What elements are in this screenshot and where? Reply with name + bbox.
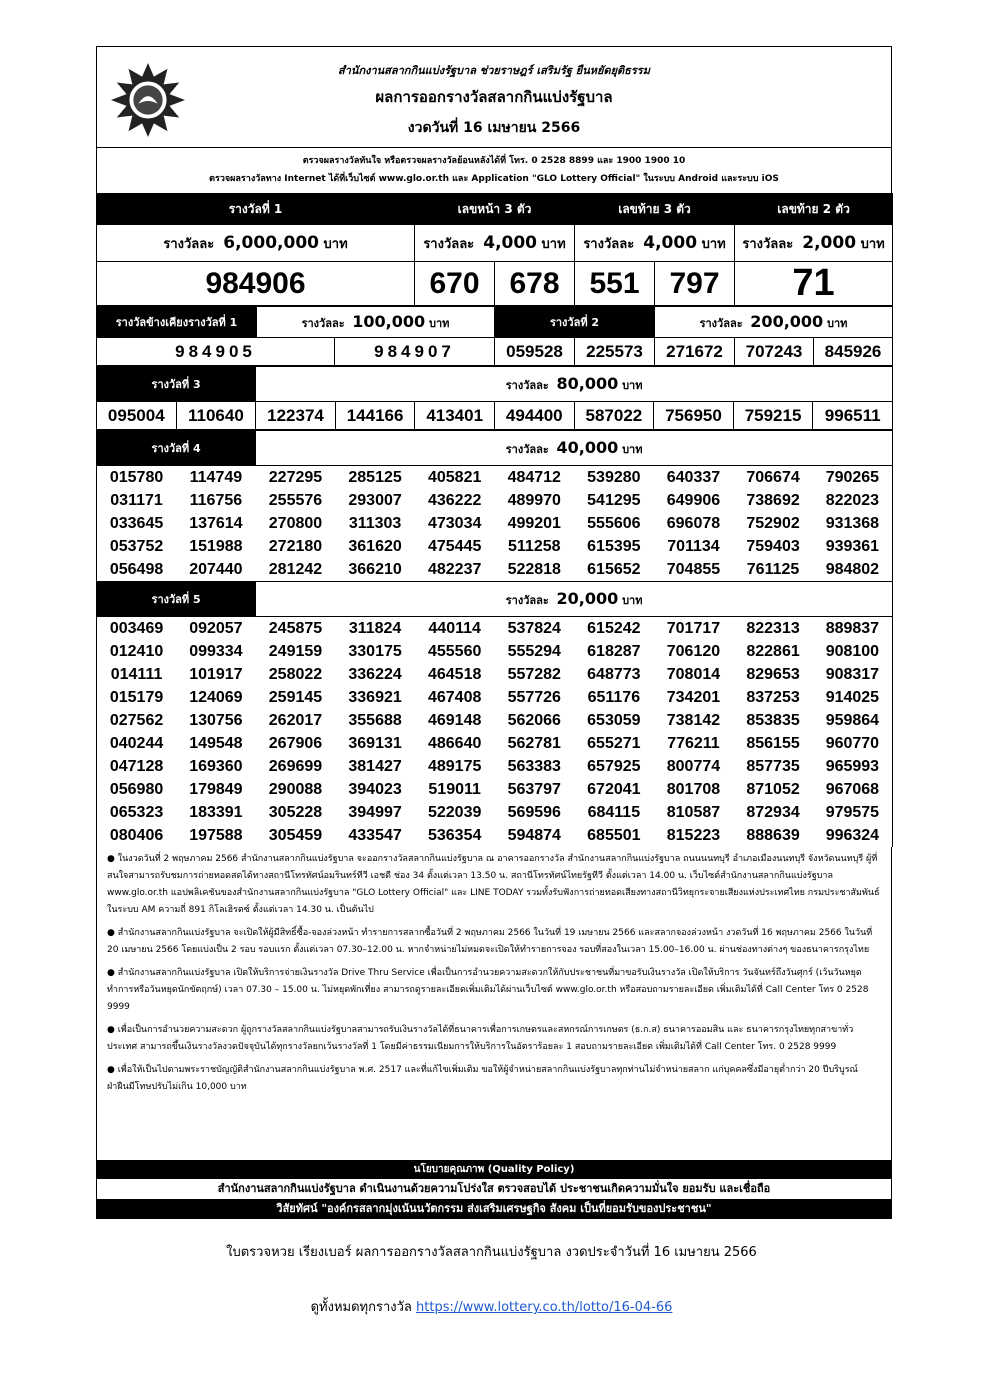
fourth-prize-number: 151988 xyxy=(189,537,243,555)
fifth-prize-number: 853835 xyxy=(746,711,800,729)
fifth-prize-number: 908317 xyxy=(825,665,880,683)
fifth-prize-number: 815223 xyxy=(666,826,721,844)
back3-label: เลขท้าย 3 ตัว xyxy=(575,194,735,225)
table-row xyxy=(97,489,893,512)
fifth-prize-number: 872934 xyxy=(746,803,800,821)
fourth-prize-number: 033645 xyxy=(109,514,164,532)
third-prize-table xyxy=(96,366,893,430)
table-row xyxy=(97,535,893,558)
fifth-prize-number: 914025 xyxy=(825,688,880,706)
fifth-prize-number: 336224 xyxy=(348,665,402,683)
fifth-prize-number: 262017 xyxy=(268,711,323,729)
fifth-prize-number: 801708 xyxy=(666,780,721,798)
first-prize-number: 984906 xyxy=(97,262,415,306)
fourth-prize-number: 752902 xyxy=(746,514,800,532)
back2-number: 71 xyxy=(735,262,893,306)
fourth-prize-grid xyxy=(96,466,893,581)
fifth-prize-number: 249159 xyxy=(268,642,323,660)
fourth-prize-number: 539280 xyxy=(587,468,641,486)
third-prize-number: 587022 xyxy=(574,402,654,430)
fifth-prize-number: 330175 xyxy=(348,642,402,660)
fifth-prize-number: 012410 xyxy=(109,642,164,660)
fifth-prize-number: 092057 xyxy=(189,619,243,637)
fourth-prize-number: 137614 xyxy=(189,514,243,532)
fourth-prize-label: รางวัลที่ 4 xyxy=(97,431,256,466)
fifth-prize-number: 056980 xyxy=(109,780,164,798)
note-paragraph: ● เพื่อให้เป็นไปตามพระราชบัญญัติสำนักงานสลากกินแบ่งรัฐบาล พ.ศ. 2517 และที่แก้ไขเพิ่มเติม ขอให้ผู้จำหน่ายสลากกินแบ่งรัฐบาลทุกท่านไม่จำหน่ายสลาก แก่บุคคลซึ่งมีอายุต่ำกว่า 20 ปีบริบูรณ์ ฝ่าฝืนมีโทษปรับไม่เกิน 10,000 บาท xyxy=(107,1065,858,1092)
fifth-prize-number: 562066 xyxy=(507,711,561,729)
fifth-prize-number: 489175 xyxy=(427,757,482,775)
fourth-prize-number: 790265 xyxy=(825,468,880,486)
third-prize-number: 996511 xyxy=(813,402,893,430)
fifth-prize-number: 960770 xyxy=(825,734,880,752)
fourth-prize-number: 436222 xyxy=(427,491,482,509)
fifth-prize-number: 065323 xyxy=(109,803,164,821)
front3-amount: รางวัลละ 4,000 บาท xyxy=(415,225,575,262)
fifth-prize-label: รางวัลที่ 5 xyxy=(97,582,256,617)
fifth-prize-number: 003469 xyxy=(109,619,164,637)
result-sheet xyxy=(96,46,892,1215)
near-first-amount: รางวัลละ 100,000 บาท xyxy=(257,307,495,338)
fourth-prize-number: 056498 xyxy=(109,560,164,578)
fourth-prize-number: 499201 xyxy=(507,514,561,532)
table-row xyxy=(97,709,893,732)
fourth-prize-number: 031171 xyxy=(110,491,163,509)
fifth-prize-number: 563797 xyxy=(507,780,561,798)
fourth-prize-number: 272180 xyxy=(268,537,323,555)
fourth-prize-number: 555606 xyxy=(587,514,641,532)
fifth-prize-number: 738142 xyxy=(666,711,721,729)
fifth-prize-number: 305228 xyxy=(268,803,323,821)
fourth-prize-number: 311303 xyxy=(348,514,402,532)
fifth-prize-number: 557726 xyxy=(507,688,561,706)
fourth-prize-number: 116756 xyxy=(189,491,243,509)
fourth-prize-number: 704855 xyxy=(666,560,721,578)
note-paragraph: ● เพื่อเป็นการอำนวยความสะดวก ผู้ถูกรางวัลสลากกินแบ่งรัฐบาลสามารถรับเงินรางวัลได้ที่ธนาคารเพื่อการเกษตรและสหกรณ์การเกษตร (ธ.ก.ส) ธนาคารออมสิน และ ธนาคารกรุงไทยทุกสาขาทั่วประเทศ สามารถขึ้นเงินรางวัลงวดปัจจุบันได้ทุกรางวัลยกเว้นรางวัลที่ 1 โดยมีค่าธรรมเนียมการให้บริการในอัตราร้อยละ 1 สอบถามรายละเอียด เพิ่มเติมได้ที่ Call Center โทร. 0 2528 9999 xyxy=(107,1025,854,1052)
fourth-prize-number: 701134 xyxy=(667,537,720,555)
header-internet: ตรวจผลรางวัลทาง Internet ได้ที่เว็บไซต์ www.glo.or.th และ Application "GLO Lottery Official" ในระบบ Android และระบบ iOS xyxy=(209,174,779,184)
footer-link-row xyxy=(0,1296,983,1317)
second-prize-number: 707243 xyxy=(735,338,814,366)
fourth-prize-number: 541295 xyxy=(587,491,641,509)
table-row xyxy=(97,778,893,801)
fifth-prize-number: 822313 xyxy=(746,619,800,637)
fourth-prize-header xyxy=(96,430,893,466)
fifth-prize-number: 099334 xyxy=(189,642,243,660)
fifth-prize-number: 455560 xyxy=(427,642,482,660)
table-row xyxy=(97,801,893,824)
table-row xyxy=(97,824,893,847)
fifth-prize-number: 996324 xyxy=(825,826,880,844)
fifth-prize-number: 169360 xyxy=(189,757,243,775)
fourth-prize-number: 522818 xyxy=(507,560,561,578)
fifth-prize-number: 829653 xyxy=(746,665,800,683)
back2-label: เลขท้าย 2 ตัว xyxy=(735,194,893,225)
fifth-prize-number: 618287 xyxy=(587,642,641,660)
notes-section xyxy=(96,847,892,1161)
third-prize-number: 759215 xyxy=(733,402,813,430)
fourth-prize-number: 285125 xyxy=(348,468,402,486)
fifth-prize-grid xyxy=(96,617,893,847)
fourth-prize-number: 822023 xyxy=(825,491,880,509)
header-title: ผลการออกรางวัลสลากกินแบ่งรัฐบาล xyxy=(375,88,613,106)
fifth-prize-number: 655271 xyxy=(587,734,641,752)
header-date: งวดวันที่ 16 เมษายน 2566 xyxy=(407,120,581,136)
fourth-prize-number: 738692 xyxy=(746,491,800,509)
quality-policy-title: นโยบายคุณภาพ (Quality Policy) xyxy=(96,1161,892,1179)
back2-amount: รางวัลละ 2,000 บาท xyxy=(735,225,893,262)
fifth-prize-number: 734201 xyxy=(666,688,721,706)
second-prize-amount: รางวัลละ 200,000 บาท xyxy=(655,307,893,338)
fifth-prize-number: 822861 xyxy=(746,642,800,660)
vision-text: วิสัยทัศน์ "องค์กรสลากมุ่งเน้นนวัตกรรม ส่งเสริมเศรษฐกิจ สังคม เป็นที่ยอมรับของประชาชน" xyxy=(96,1199,892,1219)
third-prize-number: 413401 xyxy=(415,402,495,430)
front3-number: 678 xyxy=(495,262,575,306)
fourth-prize-number: 761125 xyxy=(746,560,800,578)
fifth-prize-number: 522039 xyxy=(427,803,482,821)
table-row xyxy=(97,755,893,778)
fifth-prize-number: 706120 xyxy=(666,642,721,660)
near-second-table xyxy=(96,306,893,366)
fifth-prize-number: 179849 xyxy=(189,780,243,798)
fifth-prize-number: 871052 xyxy=(746,780,800,798)
fourth-prize-number: 615395 xyxy=(587,537,641,555)
fifth-prize-number: 888639 xyxy=(746,826,800,844)
fourth-prize-number: 640337 xyxy=(666,468,721,486)
fourth-prize-number: 696078 xyxy=(666,514,721,532)
fifth-prize-number: 336921 xyxy=(348,688,402,706)
fifth-prize-number: 967068 xyxy=(825,780,880,798)
second-prize-number: 225573 xyxy=(575,338,655,366)
fifth-prize-number: 648773 xyxy=(587,665,641,683)
fourth-prize-number: 293007 xyxy=(348,491,402,509)
fifth-prize-number: 394997 xyxy=(348,803,402,821)
fourth-prize-number: 255576 xyxy=(268,491,323,509)
fourth-prize-number: 649906 xyxy=(666,491,721,509)
fourth-prize-number: 489970 xyxy=(507,491,561,509)
third-prize-label: รางวัลที่ 3 xyxy=(97,367,256,402)
fifth-prize-number: 563383 xyxy=(507,757,561,775)
fifth-prize-number: 615242 xyxy=(587,619,641,637)
fifth-prize-number: 889837 xyxy=(825,619,880,637)
fifth-prize-number: 124069 xyxy=(189,688,243,706)
fifth-prize-number: 047128 xyxy=(109,757,164,775)
fifth-prize-number: 536354 xyxy=(427,826,482,844)
fourth-prize-number: 511258 xyxy=(508,537,561,555)
fifth-prize-number: 259145 xyxy=(268,688,323,706)
fifth-prize-number: 653059 xyxy=(587,711,641,729)
fourth-prize-number: 015780 xyxy=(109,468,164,486)
fifth-prize-number: 837253 xyxy=(746,688,800,706)
fifth-prize-number: 594874 xyxy=(507,826,561,844)
fifth-prize-number: 101917 xyxy=(189,665,243,683)
second-prize-number: 845926 xyxy=(814,338,893,366)
top-prizes-table xyxy=(96,193,893,306)
fourth-prize-number: 931368 xyxy=(825,514,880,532)
header-motto: สำนักงานสลากกินแบ่งรัฐบาล ช่วยราษฎร์ เสริมรัฐ ยืนหยัดยุติธรรม xyxy=(338,64,650,77)
fifth-prize-number: 776211 xyxy=(667,734,720,752)
fifth-prize-number: 701717 xyxy=(666,619,721,637)
near-first-number: 984907 xyxy=(335,338,495,366)
fourth-prize-number: 473034 xyxy=(427,514,482,532)
fifth-prize-number: 537824 xyxy=(507,619,561,637)
fifth-prize-number: 555294 xyxy=(507,642,561,660)
first-prize-label: รางวัลที่ 1 xyxy=(97,194,415,225)
second-prize-number: 059528 xyxy=(495,338,575,366)
fifth-prize-number: 440114 xyxy=(428,619,481,637)
footer-caption: ใบตรวจหวย เรียงเบอร์ ผลการออกรางวัลสลากกินแบ่งรัฐบาล งวดประจำวันที่ 16 เมษายน 2566 xyxy=(226,1245,757,1260)
fourth-prize-number: 281242 xyxy=(268,560,323,578)
second-prize-label: รางวัลที่ 2 xyxy=(495,307,655,338)
second-prize-number: 271672 xyxy=(655,338,735,366)
table-row xyxy=(97,558,893,581)
third-prize-number: 122374 xyxy=(256,402,336,430)
third-prize-number: 095004 xyxy=(97,402,177,430)
fifth-prize-number: 959864 xyxy=(825,711,880,729)
fifth-prize-number: 267906 xyxy=(268,734,323,752)
fifth-prize-number: 040244 xyxy=(109,734,164,752)
table-row xyxy=(97,466,893,489)
fifth-prize-number: 684115 xyxy=(587,803,641,821)
footer-link-prefix: ดูทั้งหมดทุกรางวัล xyxy=(310,1300,412,1315)
fifth-prize-number: 469148 xyxy=(427,711,482,729)
fifth-prize-number: 355688 xyxy=(348,711,402,729)
fourth-prize-number: 482237 xyxy=(427,560,482,578)
third-prize-number: 494400 xyxy=(494,402,574,430)
fifth-prize-number: 130756 xyxy=(189,711,243,729)
fifth-prize-number: 014111 xyxy=(110,665,163,683)
fifth-prize-number: 856155 xyxy=(746,734,800,752)
fourth-prize-number: 361620 xyxy=(348,537,402,555)
fourth-prize-number: 484712 xyxy=(507,468,561,486)
fifth-prize-number: 519011 xyxy=(428,780,481,798)
near-first-number: 984905 xyxy=(97,338,335,366)
fourth-prize-number: 759403 xyxy=(746,537,800,555)
third-prize-number: 756950 xyxy=(654,402,734,430)
third-prize-number: 110640 xyxy=(176,402,256,430)
fifth-prize-number: 269699 xyxy=(268,757,323,775)
near-first-label: รางวัลข้างเคียงรางวัลที่ 1 xyxy=(97,307,257,338)
fifth-prize-number: 467408 xyxy=(427,688,482,706)
fourth-prize-number: 984802 xyxy=(825,560,880,578)
front3-label: เลขหน้า 3 ตัว xyxy=(415,194,575,225)
fifth-prize-number: 381427 xyxy=(348,757,402,775)
fifth-prize-number: 708014 xyxy=(666,665,721,683)
fourth-prize-number: 939361 xyxy=(825,537,880,555)
fifth-prize-number: 245875 xyxy=(268,619,323,637)
fifth-prize-number: 672041 xyxy=(587,780,641,798)
fifth-prize-number: 800774 xyxy=(666,757,721,775)
fifth-prize-number: 197588 xyxy=(189,826,243,844)
fourth-prize-number: 114749 xyxy=(189,468,243,486)
fourth-prize-number: 615652 xyxy=(587,560,641,578)
third-prize-number: 144166 xyxy=(335,402,415,430)
fourth-prize-number: 270800 xyxy=(268,514,323,532)
table-row xyxy=(97,617,893,640)
fifth-prize-number: 857735 xyxy=(746,757,800,775)
fifth-prize-number: 369131 xyxy=(348,734,402,752)
table-row xyxy=(97,686,893,709)
fifth-prize-number: 562781 xyxy=(507,734,561,752)
fifth-prize-number: 311824 xyxy=(348,619,402,637)
fifth-prize-number: 810587 xyxy=(666,803,721,821)
fifth-prize-number: 305459 xyxy=(268,826,323,844)
fifth-prize-number: 979575 xyxy=(825,803,880,821)
sheet-header xyxy=(96,46,892,193)
fifth-prize-number: 258022 xyxy=(268,665,323,683)
fifth-prize-number: 183391 xyxy=(189,803,243,821)
back3-amount: รางวัลละ 4,000 บาท xyxy=(575,225,735,262)
fifth-prize-number: 027562 xyxy=(109,711,164,729)
fifth-prize-number: 433547 xyxy=(348,826,402,844)
back3-number: 797 xyxy=(655,262,735,306)
footer-link[interactable]: https://www.lottery.co.th/lotto/16-04-66 xyxy=(416,1300,673,1315)
header-phone: ตรวจผลรางวัลทันใจ หรือตรวจผลรางวัลย้อนหลังได้ที่ โทร. 0 2528 8899 และ 1900 1900 10 xyxy=(302,156,686,166)
fifth-prize-number: 569596 xyxy=(507,803,561,821)
quality-policy-text: สำนักงานสลากกินแบ่งรัฐบาล ดำเนินงานด้วยความโปร่งใส ตรวจสอบได้ ประชาชนเกิดความมั่นใจ ยอมรับ และเชื่อถือ xyxy=(96,1179,892,1199)
fourth-prize-number: 405821 xyxy=(427,468,482,486)
fifth-prize-number: 557282 xyxy=(507,665,561,683)
table-row xyxy=(97,512,893,535)
table-row xyxy=(97,663,893,686)
front3-number: 670 xyxy=(415,262,495,306)
fifth-prize-number: 394023 xyxy=(348,780,402,798)
note-paragraph: ● สำนักงานสลากกินแบ่งรัฐบาล จะเปิดให้ผู้มีสิทธิ์ซื้อ-จองล่วงหน้า ทำรายการสลากซื้อวันที่ 2 พฤษภาคม 2566 ในวันที่ 19 เมษายน 2566 และสลากจองล่วงหน้า งวดวันที่ 16 พฤษภาคม 2566 ในวันที่ 20 เมษายน 2566 โดยแบ่งเป็น 2 รอบ รอบแรก ตั้งแต่เวลา 07.30–12.00 น. หากจำหน่ายไม่หมดจะเปิดให้ทำรายการจอง รอบที่สองในเวลา 15.00–16.00 น. ผ่านช่องทางต่างๆ ของธนาคารกรุงไทย xyxy=(107,928,873,955)
first-prize-amount: รางวัลละ 6,000,000 บาท xyxy=(97,225,415,262)
note-paragraph: ● ในงวดวันที่ 2 พฤษภาคม 2566 สำนักงานสลากกินแบ่งรัฐบาล จะออกรางวัลสลากกินแบ่งรัฐบาล ณ อาคารออกรางวัล สำนักงานสลากกินแบ่งรัฐบาล ถนนนนทบุรี อำเภอเมืองนนทบุรี จังหวัดนนทบุรี ผู้ที่สนใจสามารถรับชมการถ่ายทอดสดได้ทางสถานีโทรทัศน์อมรินทร์ทีวี เอชดี ช่อง 34 ตั้งแต่เวลา 13.50 น. สถานีโทรทัศน์ไทยรัฐทีวี ตั้งแต่เวลา 14.00 น. เว็บไซต์สำนักงานสลากกินแบ่งรัฐบาล www.glo.or.th แอปพลิเคชันของสำนักงานสลากกินแบ่งรัฐบาล "GLO Lottery Official" และ LINE TODAY รวมทั้งรับฟังการถ่ายทอดเสียงทางสถานีวิทยุกระจายเสียงแห่งประเทศไทย กรมประชาสัมพันธ์ ในระบบ AM ความถี่ 891 กิโลเฮิรตซ์ ตั้งแต่เวลา 14.30 น. เป็นต้นไป xyxy=(107,854,880,915)
fourth-prize-number: 053752 xyxy=(109,537,164,555)
fourth-prize-number: 227295 xyxy=(268,468,323,486)
fifth-prize-number: 290088 xyxy=(268,780,323,798)
fifth-prize-number: 080406 xyxy=(109,826,164,844)
third-prize-amount: รางวัลละ 80,000 บาท xyxy=(256,367,893,402)
fifth-prize-amount: รางวัลละ 20,000 บาท xyxy=(256,582,893,617)
back3-number: 551 xyxy=(575,262,655,306)
fourth-prize-number: 207440 xyxy=(189,560,243,578)
fourth-prize-number: 366210 xyxy=(348,560,402,578)
table-row xyxy=(97,732,893,755)
fourth-prize-amount: รางวัลละ 40,000 บาท xyxy=(256,431,893,466)
fifth-prize-number: 149548 xyxy=(189,734,243,752)
fifth-prize-header xyxy=(96,581,893,617)
fourth-prize-number: 706674 xyxy=(746,468,800,486)
fifth-prize-number: 908100 xyxy=(825,642,880,660)
fifth-prize-number: 685501 xyxy=(587,826,641,844)
fifth-prize-number: 657925 xyxy=(587,757,641,775)
fifth-prize-number: 464518 xyxy=(427,665,482,683)
fifth-prize-number: 651176 xyxy=(587,688,641,706)
table-row xyxy=(97,640,893,663)
fourth-prize-number: 475445 xyxy=(427,537,482,555)
note-paragraph: ● สำนักงานสลากกินแบ่งรัฐบาล เปิดให้บริการจ่ายเงินรางวัล Drive Thru Service เพื่อเป็นการอำนวยความสะดวกให้กับประชาชนที่มาขอรับเงินรางวัล เปิดให้บริการ วันจันทร์ถึงวันศุกร์ (เว้นวันหยุดทำการหรือวันหยุดนักขัตฤกษ์) เวลา 07.30 – 15.00 น. ไม่หยุดพักเที่ยง สามารถดูรายละเอียดเพิ่มเติมได้ผ่านเว็บไซต์ www.glo.or.th หรือสอบถามรายละเอียด เพิ่มเติมได้ที่ Call Center โทร 0 2528 9999 xyxy=(107,968,869,1012)
fifth-prize-number: 486640 xyxy=(427,734,482,752)
fifth-prize-number: 015179 xyxy=(109,688,164,706)
fifth-prize-number: 965993 xyxy=(825,757,880,775)
